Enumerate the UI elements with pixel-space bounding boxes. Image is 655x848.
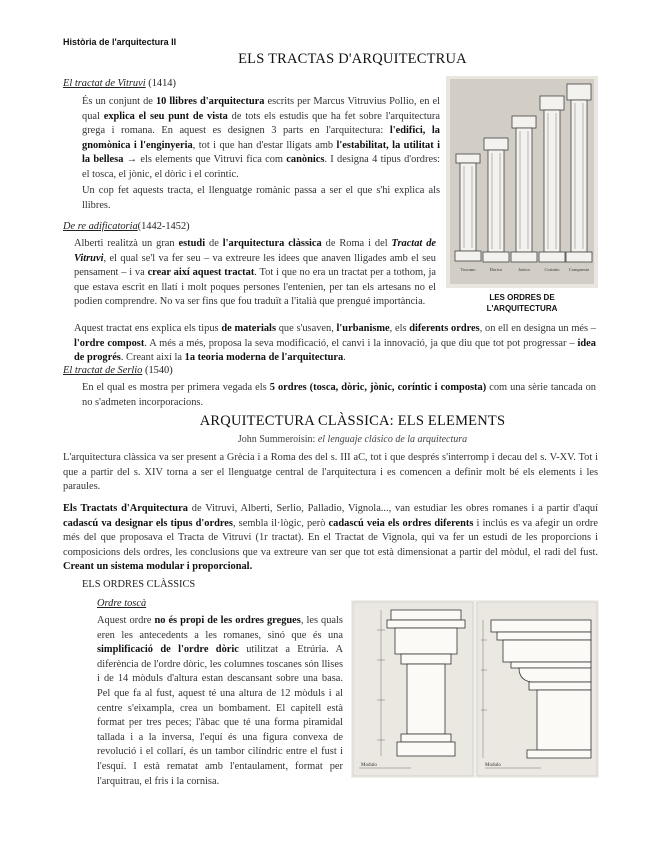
alberti-year: (1442-1452) bbox=[137, 221, 190, 232]
emphasis-text: simplificació de l'ordre dòric bbox=[97, 644, 239, 656]
tuscan-order-heading-line bbox=[97, 598, 146, 609]
emphasis-text: 10 llibres d'arquitectura bbox=[155, 96, 265, 107]
page-title: ELS TRACTAS D'ARQUITECTRUA bbox=[238, 51, 467, 67]
text-run: de tots els estudis que ha fet sobre l'arquitectura grega i romana. En aquest es designen 3 parts en l'arquitectura: bbox=[82, 110, 440, 137]
serlio-paragraph bbox=[82, 381, 596, 410]
text-run: utilitzat a Etrúria. A diferència de l'ordre dòric, les columnes toscanes són llises i de 14 mòduls d'altura estan descansant sobre una basa. Pel que fa al fust, aquest té una altura de 12 mòduls i al centre s'eixampla, crea un bombament. El capitell està format per tres peces; l'àbac que té una forma piramidal tallada i a la inversa, l'equí és una figura convexa de revolució i el collarí, és un tambor cilíndric entre el fust i l'esquí. I està rematat amb l'entaulament, format per l'arquitrau, el fris i la cornisa. bbox=[97, 644, 343, 787]
text-run: que s'usaven, bbox=[276, 323, 337, 334]
orders-figure bbox=[446, 76, 598, 288]
emphasis-text: Els Tractats d'Arquitectura bbox=[63, 503, 188, 514]
section-title-classical: ARQUITECTURA CLÀSSICA: ELS ELEMENTS bbox=[199, 413, 506, 429]
emphasis-text: 1a teoria moderna de l'arquitectura bbox=[184, 352, 344, 364]
figure2-label-0: Modulo bbox=[361, 763, 377, 768]
emphasis-text: l'estabilitat, la utilitat i la bellesa bbox=[82, 139, 441, 166]
figure1-label-1: Dorico bbox=[489, 267, 503, 272]
vitruvi-paragraph-1 bbox=[82, 95, 440, 183]
text-run: Aquest tractat ens explica els tipus bbox=[74, 323, 222, 334]
vitruvi-year: (1414) bbox=[148, 78, 176, 89]
emphasis-text: l'edifici, la gnomònica i l'enginyeria bbox=[82, 125, 440, 151]
text-run: , les quals eren les antecedents a les romanes, sinó que és una bbox=[97, 615, 343, 641]
classica-paragraph-2 bbox=[63, 502, 598, 575]
emphasis-text: crear així aquest tractat bbox=[147, 267, 255, 279]
vitruvi-heading-line bbox=[63, 78, 176, 89]
emphasis-text: l'arquitectura clàssica bbox=[222, 238, 322, 249]
tuscan-order-paragraph bbox=[97, 614, 343, 789]
source-citation bbox=[200, 434, 505, 445]
tuscan-order-figure bbox=[351, 600, 599, 778]
emphasis-text: canònics bbox=[286, 154, 325, 166]
figure1-label-3: Corintio bbox=[544, 267, 560, 272]
alberti-heading-line bbox=[63, 221, 190, 232]
text-run: , els bbox=[389, 323, 410, 334]
emphasis-text: l'ordre compost bbox=[74, 337, 145, 349]
text-run: de Roma i del bbox=[321, 238, 392, 249]
text-run: Aquest ordre bbox=[97, 615, 155, 626]
emphasis-text: Creant un sistema modular i proporcional. bbox=[63, 561, 253, 573]
emphasis-text: 5 ordres (tosca, dòric, jònic, coríntic i composta) bbox=[269, 382, 487, 393]
text-run: En el qual es mostra per primera vegada els bbox=[82, 382, 270, 393]
alberti-paragraph-1 bbox=[74, 237, 436, 310]
running-header: Història de l'arquitectura II bbox=[63, 37, 177, 47]
text-run: escrits per Marcus Vitruvius Pollio, en el qual bbox=[82, 96, 440, 122]
figure1-label-4: Compuesto bbox=[568, 267, 590, 272]
emphasis-text: de materials bbox=[221, 323, 276, 334]
emphasis-text: estudi bbox=[178, 238, 206, 249]
figure1-label-2: Jonico bbox=[518, 267, 530, 272]
source-author: John Summeroisin: bbox=[237, 434, 318, 445]
emphasis-text: idea de progrés bbox=[74, 337, 596, 364]
text-run: , tot i que han d'estar lligats amb bbox=[192, 139, 337, 151]
text-run: , on ell en designa un més – bbox=[479, 323, 596, 334]
emphasis-text: diferents ordres bbox=[409, 323, 480, 334]
classical-orders-heading: ELS ORDRES CLÀSSICS bbox=[82, 579, 196, 590]
text-run: , el qual se'l va fer seu – va extreure les idees que anaven lligades amb el seu pensament – i va bbox=[74, 252, 436, 279]
figure2-label-1: Modulo bbox=[485, 763, 501, 768]
text-run: . Creant així la bbox=[120, 352, 185, 364]
alberti-heading: De re adificatoria bbox=[63, 221, 138, 232]
vitruvi-heading: El tractat de Vitruvi bbox=[63, 78, 146, 89]
text-run: → els elements que Vitruvi fica com bbox=[123, 154, 287, 166]
serlio-heading-line bbox=[63, 365, 173, 376]
orders-engraving bbox=[446, 76, 598, 288]
text-run: com una sèrie tancada on no s'admeten incorporacions. bbox=[82, 382, 596, 408]
text-run: . A més a més, proposa la seva modificació, el canvi i la innovació, ja que diu que tot pot progressar – bbox=[144, 337, 578, 349]
emphasis-text: cadascú veia els ordres diferents bbox=[328, 517, 474, 529]
text-run: . I designa 4 tipus d'ordres: el tosca, el jònic, el dòric i el corintic. bbox=[82, 154, 440, 180]
alberti-paragraph-2 bbox=[74, 322, 596, 366]
tuscan-engraving bbox=[351, 600, 599, 778]
text-run: de bbox=[205, 238, 223, 249]
emphasis-text: l'urbanisme bbox=[336, 323, 390, 334]
vitruvi-paragraph-2: Un cop fet aquests tracta, el llenguatge romànic passa a ser el que s'hi explica als llibres. bbox=[82, 185, 440, 211]
text-run: Alberti realitzà un gran bbox=[74, 238, 179, 249]
text-run: . bbox=[343, 352, 346, 364]
text-run: És un conjunt de bbox=[82, 96, 156, 107]
source-title: el lenguaje clásico de la arquitectura bbox=[317, 434, 468, 445]
serlio-year: (1540) bbox=[144, 365, 173, 376]
text-run: , sembla il·lògic, però bbox=[232, 517, 329, 529]
figure1-caption-line-1: LES ORDRES DE bbox=[489, 293, 555, 302]
emphasis-text: explica el seu punt de vista bbox=[103, 110, 228, 122]
text-run: i inclús es va afegir un ordre més del que proposava el Tracta de Vitruvi (1r tractat). En el Tractat de Vignola, qui va fer un estudi de les proporcions i composicions dels ordres, les conclusions que va extreure van ser que tot està dimensionat a partir del mòdul, el radi del fust. bbox=[63, 517, 598, 558]
text-run: de Vitruvi, Alberti, Serlio, Palladio, Vignola..., van estudiar les obres romanes i a partir d'aquí bbox=[187, 503, 598, 514]
figure1-caption-line-2: L'ARQUITECTURA bbox=[486, 304, 558, 313]
classica-paragraph-1: L'arquitectura clàssica va ser present a Grècia i a Roma des del s. III aC, tot i que després s'interromp i decau del s. V-XV. Tot i que a partir del s. XIV torna a ser el llenguatge central de l'arquitectura i es comencen a definir molt bé els elements i les paraules. bbox=[63, 452, 598, 493]
text-run: . Tot i que no era un tractat per a tothom, ja que estava escrit en llatí i molt poques persones l'entenien, per tan els artesans no el podien comprendre. No va ser fins que fou traduït a l'italià que prengué importància. bbox=[74, 267, 436, 308]
figure1-label-0: Toscano bbox=[460, 267, 476, 272]
tuscan-order-heading: Ordre toscà bbox=[97, 598, 147, 609]
figure1-caption bbox=[446, 292, 598, 314]
emphasis-text: cadascú va designar els tipus d'ordres bbox=[63, 517, 233, 529]
emphasis-text: no és propi de les ordres gregues bbox=[154, 615, 301, 626]
emphasis-text: Tractat de Vitruvi bbox=[74, 238, 437, 264]
serlio-heading: El tractat de Serlio bbox=[63, 365, 143, 376]
